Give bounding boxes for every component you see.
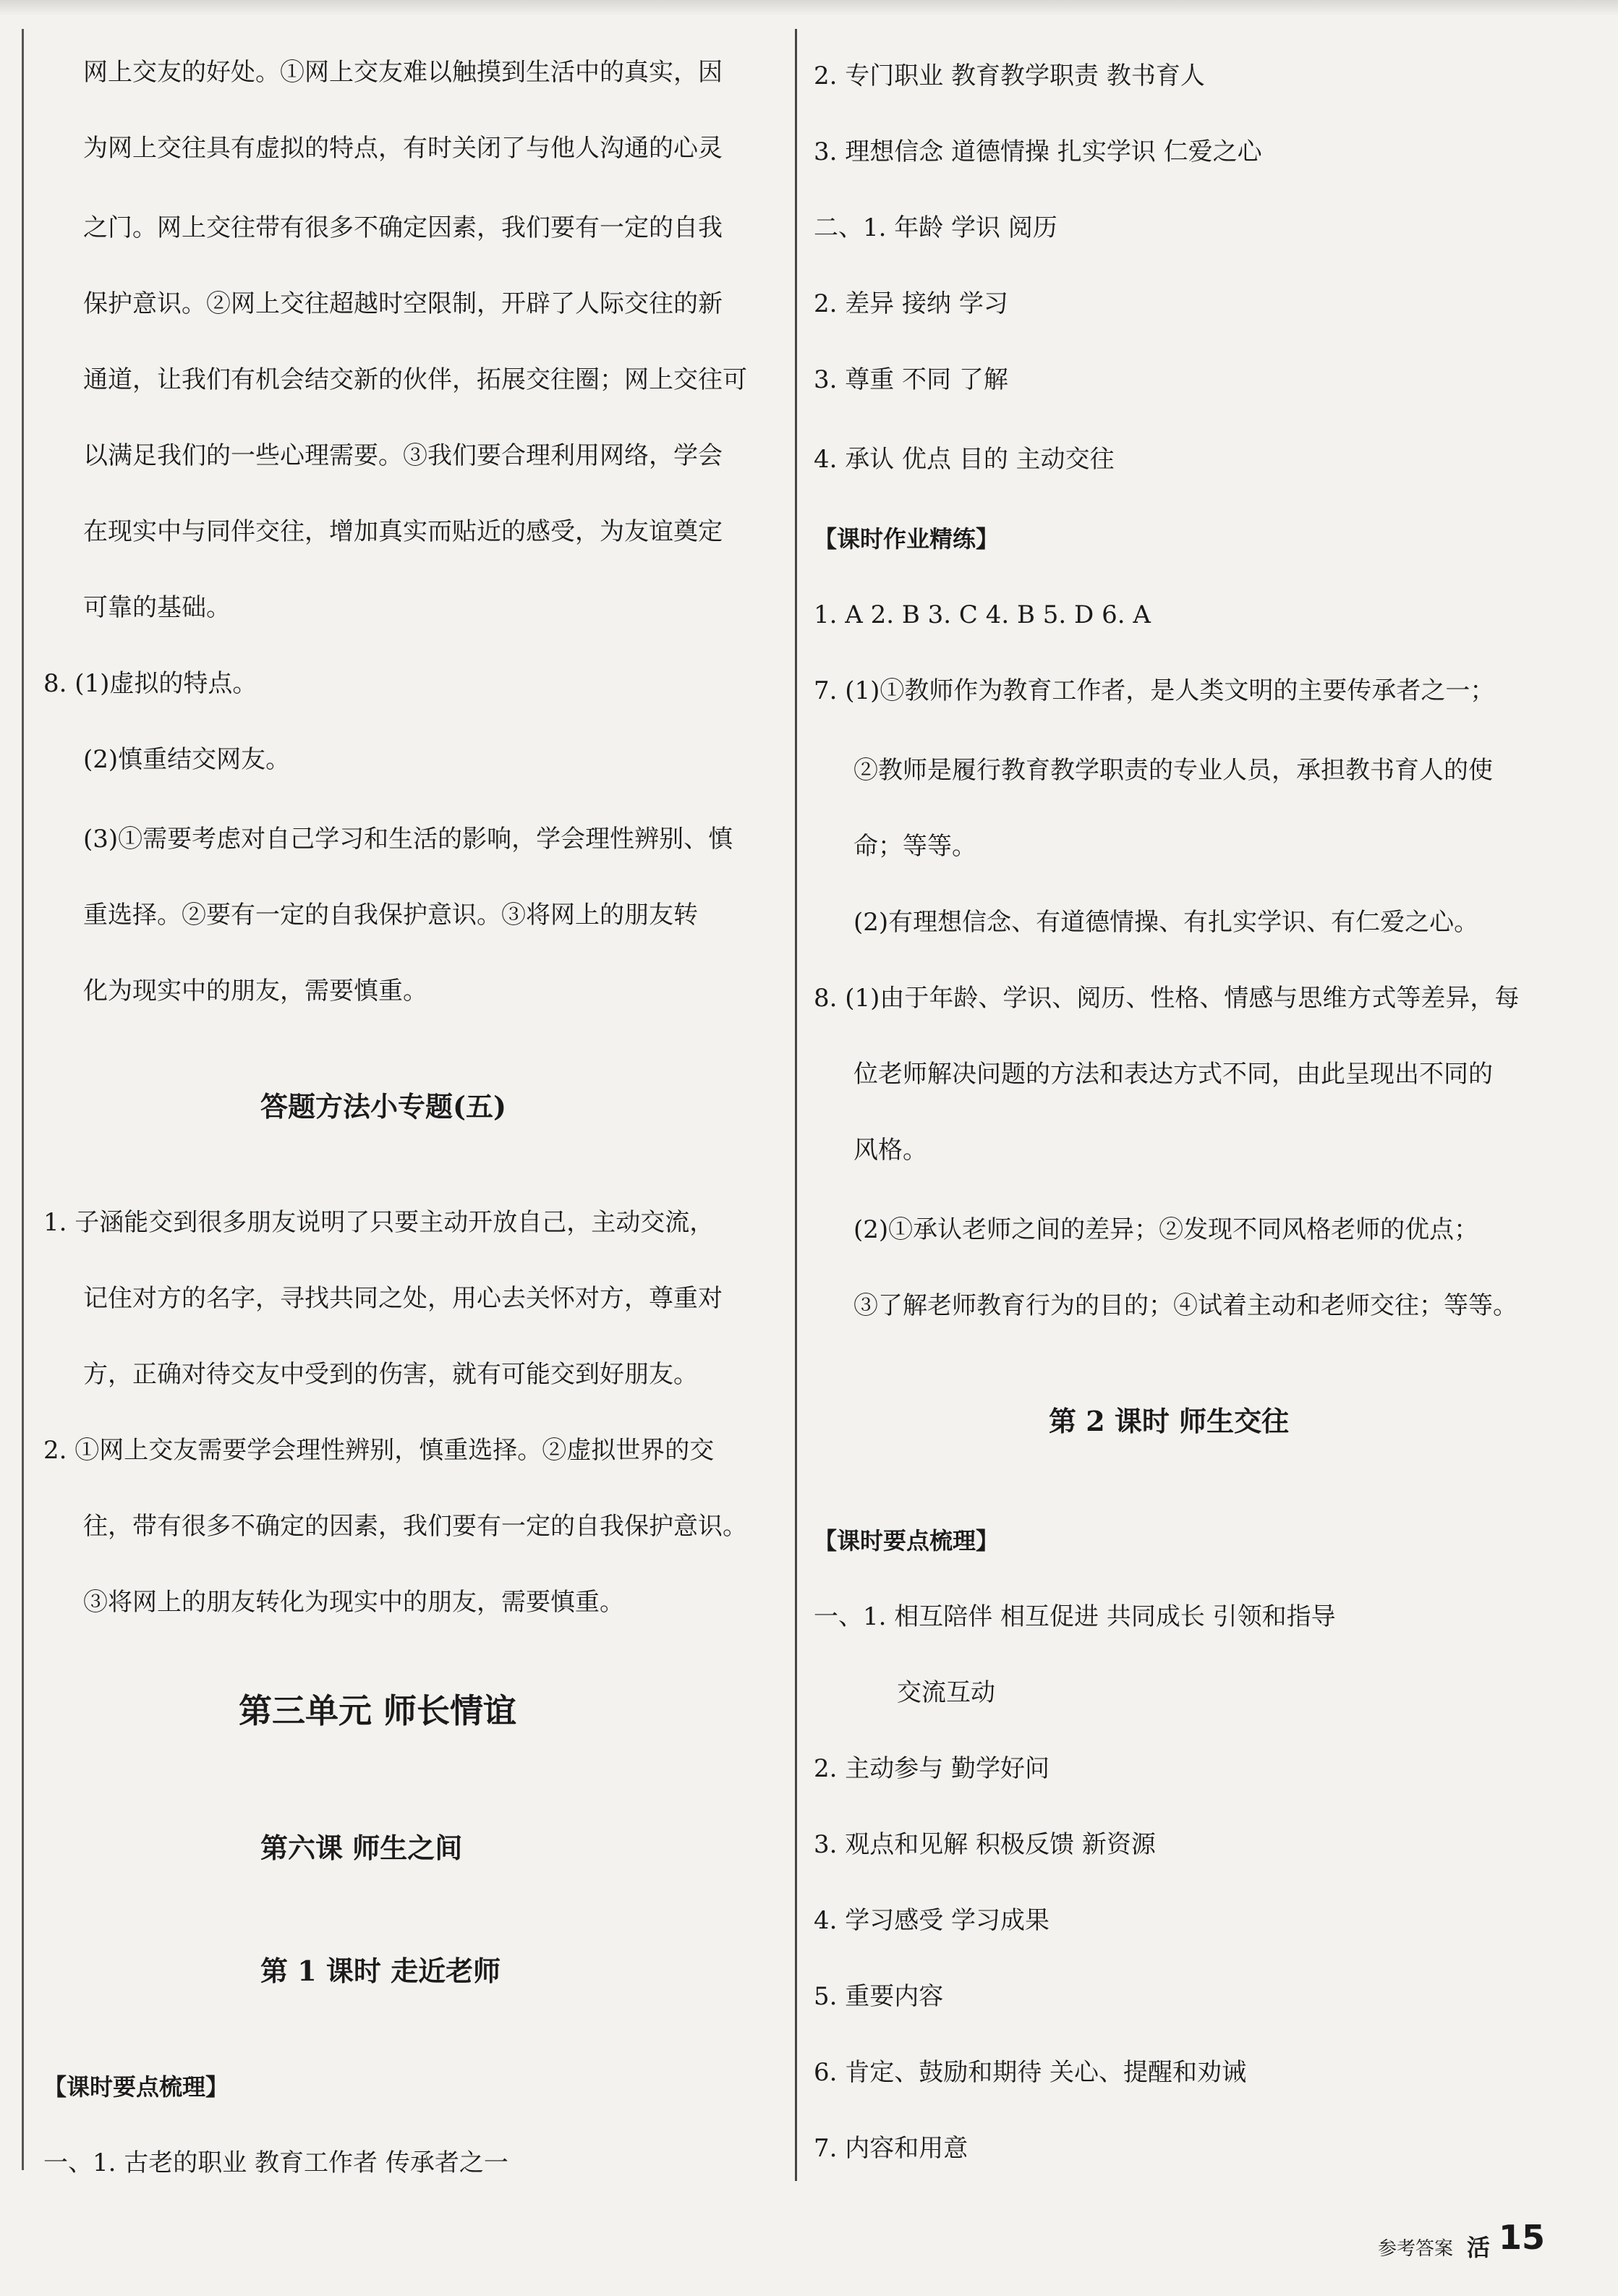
text-line: 位老师解决问题的方法和表达方式不同，由此呈现出不同的 [853,1060,1493,1089]
section-title: 答题方法小专题(五) [260,1090,506,1123]
text-line: 3. 观点和见解 积极反馈 新资源 [814,1830,1156,1859]
text-line: 4. 承认 优点 目的 主动交往 [814,445,1115,474]
text-line: 二、1. 年龄 学识 阅历 [814,213,1057,242]
text-line: ②教师是履行教育教学职责的专业人员，承担教书育人的使 [853,756,1493,785]
question-1-line: 1. 子涵能交到很多朋友说明了只要主动开放自己，主动交流， [43,1208,715,1237]
scan-edge [0,0,1618,16]
text-line: 命；等等。 [853,832,976,861]
section-bracket-title: 【课时要点梳理】 [43,2073,229,2101]
text-line: 为网上交往具有虚拟的特点，有时关闭了与他人沟通的心灵 [83,134,723,163]
lesson-title: 第六课 师生之间 [260,1832,463,1864]
text-line: 以满足我们的一些心理需要。③我们要合理利用网络，学会 [83,441,723,470]
question-8-line: 8. (1)由于年龄、学识、阅历、性格、情感与思维方式等差异，每 [814,984,1520,1013]
text-line: 往，带有很多不确定的因素，我们要有一定的自我保护意识。 [83,1512,747,1541]
text-line: 方，正确对待交友中受到的伤害，就有可能交到好朋友。 [83,1360,698,1389]
question-2-line: 2. ①网上交友需要学会理性辨别，慎重选择。②虚拟世界的交 [43,1436,715,1465]
section-bracket-title: 【课时要点梳理】 [814,1527,1000,1555]
text-line: 4. 学习感受 学习成果 [814,1906,1050,1935]
text-line: ③将网上的朋友转化为现实中的朋友，需要慎重。 [83,1588,624,1617]
text-line: ③了解老师教育行为的目的；④试着主动和老师交往；等等。 [853,1291,1517,1320]
question-7-line: 7. (1)①教师作为教育工作者，是人类文明的主要传承者之一； [814,676,1495,705]
text-line: 2. 主动参与 勤学好问 [814,1754,1050,1783]
text-line: 网上交友的好处。①网上交友难以触摸到生活中的真实，因 [83,58,723,87]
answers-line: 1. A 2. B 3. C 4. B 5. D 6. A [814,600,1151,629]
unit-title: 第三单元 师长情谊 [239,1691,517,1730]
text-line: (2)有理想信念、有道德情操、有扎实学识、有仁爱之心。 [853,908,1479,937]
text-line: 6. 肯定、鼓励和期待 关心、提醒和劝诫 [814,2058,1247,2087]
text-line: 2. 差异 接纳 学习 [814,289,1008,318]
text-line: 3. 尊重 不同 了解 [814,365,1008,394]
text-line: 记住对方的名字，寻找共同之处，用心去关怀对方，尊重对 [83,1284,723,1313]
text-line: 之门。网上交往带有很多不确定因素，我们要有一定的自我 [83,213,723,242]
text-line: 在现实中与同伴交往，增加真实而贴近的感受，为友谊奠定 [83,517,723,546]
text-line: (2)①承认老师之间的差异；②发现不同风格老师的优点； [853,1215,1479,1244]
text-line: 7. 内容和用意 [814,2134,968,2163]
text-line: 2. 专门职业 教育教学职责 教书育人 [814,61,1205,90]
text-line: 交流互动 [897,1678,995,1707]
text-line: 风格。 [853,1136,927,1165]
text-line: 可靠的基础。 [83,593,231,622]
question-8-line: 8. (1)虚拟的特点。 [43,669,257,698]
text-line: 一、1. 古老的职业 教育工作者 传承者之一 [43,2148,508,2177]
section-bracket-title: 【课时作业精练】 [814,525,1000,553]
page-number: 15 [1499,2218,1546,2257]
text-line: 一、1. 相互陪伴 相互促进 共同成长 引领和指导 [814,1602,1336,1631]
period-title: 第 2 课时 师生交往 [1049,1405,1290,1437]
text-line: (2)慎重结交网友。 [83,745,291,774]
text-line: 3. 理想信念 道德情操 扎实学识 仁爱之心 [814,137,1262,166]
text-line: 保护意识。②网上交往超越时空限制，开辟了人际交往的新 [83,289,723,318]
text-line: 重选择。②要有一定的自我保护意识。③将网上的朋友转 [83,901,698,930]
column-divider [795,29,797,2181]
text-line: 通道，让我们有机会结交新的伙伴，拓展交往圈；网上交往可 [83,365,747,394]
text-line: (3)①需要考虑对自己学习和生活的影响，学会理性辨别、慎 [83,825,733,854]
period-title: 第 1 课时 走近老师 [260,1955,501,1987]
text-line: 化为现实中的朋友，需要慎重。 [83,977,427,1005]
text-line: 5. 重要内容 [814,1982,944,2011]
footer-series-mark: 活 [1467,2234,1491,2261]
footer-label: 参考答案 [1378,2238,1454,2260]
left-margin-rule [22,29,24,2170]
